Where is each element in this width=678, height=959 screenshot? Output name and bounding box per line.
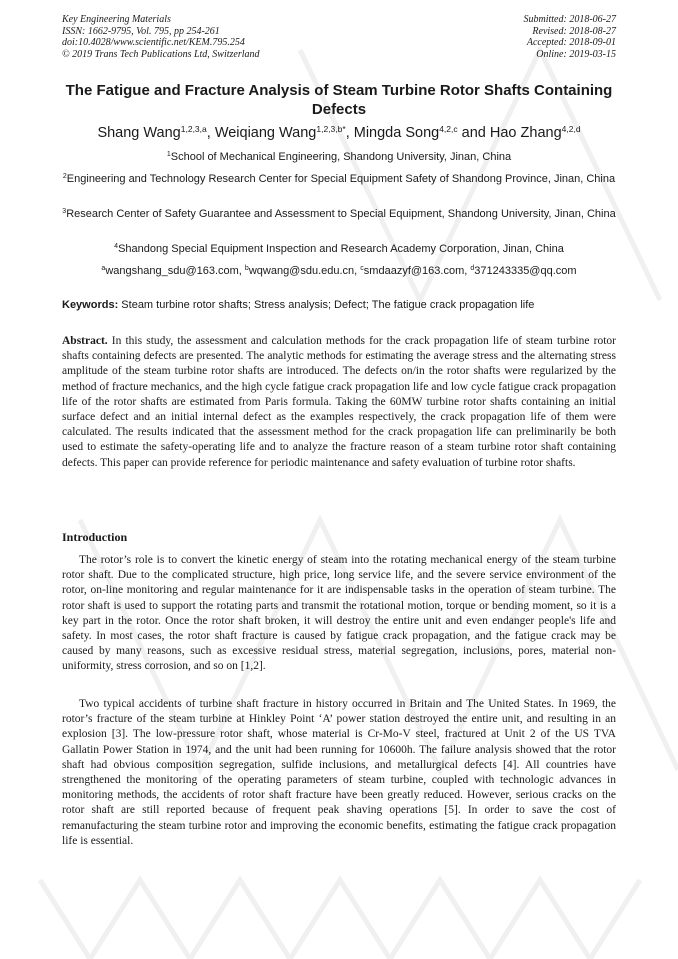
online-date: Online: 2019-03-15: [536, 48, 616, 60]
email-superscript: a: [101, 265, 106, 272]
abstract-text: In this study, the assessment and calculation methods for the crack propagation life of steam turbine rotor shafts containing defects are presented. The analytic methods for estimating the average stress and the alternating stress amplitude of the steam turbine rotor shafts are introduced. The defects on/in the rotor shafts were regularized by the method of fracture mechanics, and the high cycle fatigue crack propagation life and low cycle fatigue crack propagation life of the rotor shafts are estimated from Paris formula. Taking the 60MW turbine rotor shafts containing an initial surface defect and an initial internal defect as the examples respectively, the crack propagation life of them were calculated. The results indicated that the assessment method for the crack propagation life can preliminarily be both used to estimate the safety-operating life and to analyze the fracture reason of a steam turbine rotor shaft containing defects. This paper can provide reference for periodic maintenance and safety evaluation of turbine rotor shafts.: [62, 335, 616, 469]
email-link[interactable]: wangshang_sdu@163.com,: [105, 265, 245, 277]
affiliation-text: Shandong Special Equipment Inspection and Research Academy Corporation, Jinan, China: [118, 243, 564, 255]
author-superscript: 4,2,c: [439, 124, 458, 134]
affiliation-4: [62, 241, 616, 257]
accepted-date: Accepted: 2018-09-01: [526, 37, 616, 48]
affiliation-superscript: 1: [166, 151, 171, 158]
revised-date: Revised: 2018-08-27: [532, 25, 616, 37]
affiliation-text: Research Center of Safety Guarantee and Assessment to Special Equipment, Shandong University, Jinan, China: [66, 208, 616, 220]
email-link[interactable]: smdaazyf@163.com,: [363, 265, 471, 277]
affiliation-text: Engineering and Technology Research Center for Special Equipment Safety of Shandong Province, Jinan, China: [66, 173, 616, 185]
email-superscript: c: [360, 265, 364, 272]
keywords-text: Steam turbine rotor shafts; Stress analysis; Defect; The fatigue crack propagation life: [118, 299, 535, 311]
affiliation-superscript: 2: [62, 173, 67, 180]
affiliation-2: [62, 171, 616, 187]
email-link[interactable]: wqwang@sdu.edu.cn,: [248, 265, 361, 277]
keywords-label: Keywords:: [62, 299, 119, 311]
affiliation-superscript: 4: [114, 243, 119, 250]
email-superscript: b: [244, 265, 249, 272]
email-superscript: d: [470, 265, 475, 272]
keywords: [62, 297, 616, 313]
affiliation-superscript: 3: [62, 208, 67, 215]
paper-title: The Fatigue and Fracture Analysis of Steam Turbine Rotor Shafts Containing Defects: [65, 82, 613, 118]
introduction-paragraph-1: The rotor’s role is to convert the kinetic energy of steam into the rotating mechanical energy of the steam turbine rotor shaft. Due to the complicated structure, high price, long service life, and the severe service environment of the rotor, on-line monitoring and regular maintenance for it are indispensable tasks in the operation of steam turbine. The rotor shaft is used to support the rotating parts and transmit the rotational motion, torque or bending moment, so it is a key part in the rotor. Once the rotor shaft broken, it will destroy the entire unit and even endanger people's life and safety. In most cases, the rotor shaft fracture is caused by fatigue crack propagation, and the fatigue crack may be caused by many reasons, such as excessive residual stress, material segregation, inclusions, pores, material non-uniformity, stress corrosion, and so on [1,2].: [62, 554, 616, 673]
author-name: Mingda Song: [353, 125, 440, 141]
journal-name: Key Engineering Materials: [62, 14, 171, 25]
affiliation-1: [62, 149, 616, 165]
author-superscript: 4,2,d: [561, 124, 581, 134]
author-name: Weiqiang Wang: [214, 125, 317, 141]
journal-doi[interactable]: doi:10.4028/www.scientific.net/KEM.795.254: [62, 37, 245, 48]
affiliation-3: [62, 206, 616, 222]
affiliation-text: School of Mechanical Engineering, Shandong University, Jinan, China: [170, 151, 512, 163]
author-emails: [40, 263, 638, 279]
author-separator: ,: [206, 125, 215, 141]
author-superscript: 1,2,3,a: [180, 124, 207, 134]
section-heading-introduction: Introduction: [62, 530, 128, 544]
email-link[interactable]: 371243335@qq.com: [474, 265, 577, 277]
author-name: Shang Wang: [97, 125, 181, 141]
author-list: [40, 124, 638, 142]
author-name: Hao Zhang: [489, 125, 562, 141]
submitted-date: Submitted: 2018-06-27: [523, 14, 616, 25]
journal-issn: ISSN: 1662-9795, Vol. 795, pp 254-261: [62, 25, 220, 37]
author-superscript: 1,2,3,b*: [316, 124, 346, 134]
abstract: [62, 334, 616, 471]
author-separator: and: [457, 125, 490, 141]
abstract-label: Abstract.: [62, 335, 108, 347]
journal-copyright: © 2019 Trans Tech Publications Ltd, Switzerland: [62, 48, 260, 60]
author-separator: ,: [345, 125, 354, 141]
introduction-paragraph-2: Two typical accidents of turbine shaft fracture in history occurred in Britain and The United States. In 1969, the rotor’s fracture of the steam turbine at Hinkley Point ‘A’ power station destroyed the entire unit, and resulting in an explosion [3]. The low-pressure rotor shaft, whose material is Cr-Mo-V steel, fractured at Unit 2 of the US TVA Gallatin Power Station in 1974, and the unit had been running for 10600h. The failure analysis showed that the rotor shaft had obvious composition segregation, sulfide inclusions, and metallurgical defects [4]. All countries have strengthened the monitoring of the operating parameters of steam turbine, coupled with technologic advances in monitoring methods, the accidents of rotor shaft fracture have been greatly reduced. However, serious cracks on the rotor shaft are still reported because of frequent peak shaving operations [5]. In order to save the cost of remanufacturing the steam turbine rotor and improving the economic benefits, estimating the fatigue crack propagation life is essential.: [62, 698, 616, 847]
